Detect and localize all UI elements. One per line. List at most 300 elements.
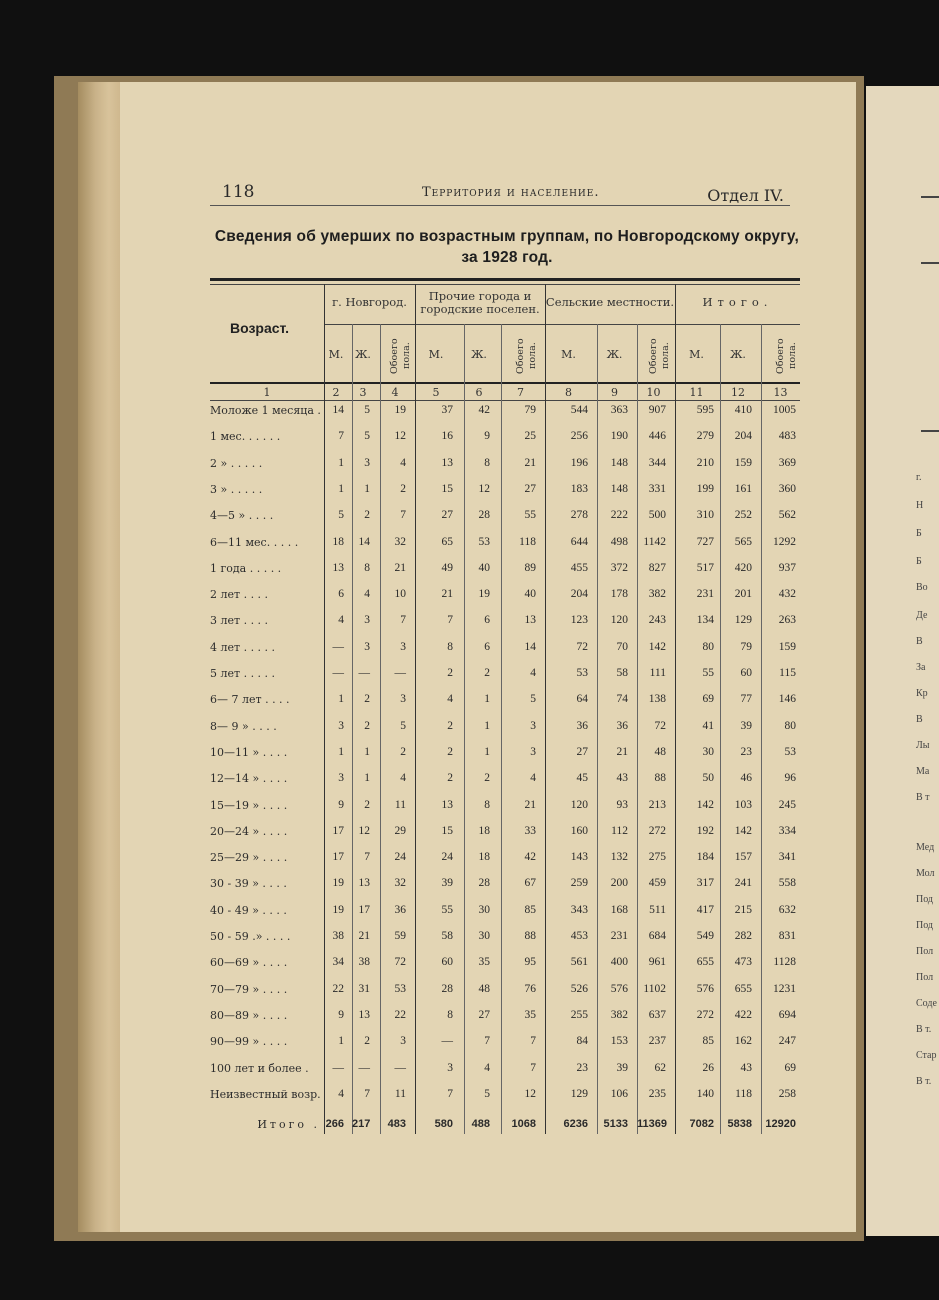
table-cell: —: [332, 640, 344, 653]
table-cell: 18: [478, 824, 490, 837]
age-label: 12—14 » . . . .: [210, 772, 288, 786]
table-cell: 17: [358, 903, 370, 916]
next-page-fragment: Пол: [916, 972, 934, 983]
table-cell: 23: [740, 745, 752, 758]
table-cell: 3: [400, 1035, 406, 1048]
group-header: Итого.: [702, 295, 773, 309]
next-page-rule: [921, 262, 939, 264]
next-page-fragment: Пол: [916, 946, 934, 957]
table-row: [210, 430, 800, 456]
table-cell: 3: [400, 693, 406, 706]
table-cell: 69: [702, 693, 714, 706]
table-cell: 517: [696, 561, 714, 574]
table-cell: 8: [484, 798, 490, 811]
table-row: [210, 825, 800, 851]
table-cell: 38: [332, 930, 344, 942]
table-cell: 1: [364, 772, 370, 785]
next-page-edge: [866, 86, 939, 1236]
total-cell: 5133: [603, 1118, 628, 1131]
table-cell: 80: [702, 640, 714, 653]
table-cell: 43: [616, 772, 628, 785]
table-cell: 7: [530, 1061, 536, 1074]
table-cell: 272: [696, 1008, 714, 1021]
table-cell: 17: [332, 824, 344, 837]
table-cell: 132: [610, 851, 628, 864]
table-row: [210, 614, 800, 640]
table-cell: 210: [696, 456, 714, 469]
table-cell: 1005: [773, 404, 796, 416]
table-cell: 4: [484, 1061, 490, 1074]
table-cell: 417: [696, 903, 714, 916]
next-page-fragment: Кр: [916, 688, 928, 699]
table-cell: 22: [332, 982, 344, 995]
table-cell: 655: [734, 982, 752, 995]
age-label: 8— 9 » . . . .: [210, 719, 277, 733]
table-cell: 2: [484, 667, 490, 679]
table-cell: 3: [364, 614, 370, 627]
table-cell: 237: [648, 1035, 666, 1048]
table-cell: 213: [648, 798, 666, 811]
next-page-fragment: В: [916, 714, 923, 725]
column-number: 13: [773, 386, 788, 399]
table-cell: 46: [740, 772, 752, 785]
table-cell: 5: [338, 509, 344, 522]
header-rule: [210, 205, 790, 206]
table-cell: 30: [478, 930, 490, 942]
age-label: 10—11 » . . . .: [210, 745, 288, 759]
table-cell: 7: [400, 614, 406, 627]
age-label: 4—5 » . . . .: [210, 509, 274, 523]
next-page-fragment: Лы: [916, 740, 930, 751]
table-cell: 129: [734, 614, 752, 627]
table-cell: 907: [648, 404, 666, 416]
table-cell: 235: [648, 1087, 666, 1100]
table-cell: 7: [484, 1035, 490, 1048]
table-cell: —: [394, 667, 406, 679]
table-cell: 961: [648, 956, 666, 969]
table-cell: 115: [779, 667, 796, 679]
table-cell: 93: [616, 798, 628, 811]
table-cell: 7: [447, 614, 453, 627]
table-cell: 1142: [643, 535, 666, 548]
table-cell: 259: [570, 877, 588, 890]
table-cell: 9: [338, 1008, 344, 1021]
table-cell: 118: [735, 1087, 752, 1100]
table-cell: 382: [648, 588, 666, 601]
age-label: 3 лет . . . .: [210, 614, 269, 628]
table-cell: 544: [570, 404, 588, 416]
table-cell: 13: [358, 877, 370, 890]
table-row: [210, 588, 800, 614]
table-cell: 5: [400, 719, 406, 732]
table-cell: 2: [400, 745, 406, 758]
table-title-line2: за 1928 год.: [461, 249, 553, 266]
table-cell: 13: [358, 1008, 370, 1021]
table-cell: 41: [702, 719, 714, 732]
table-cell: 4: [447, 693, 453, 706]
total-label: Итого .: [257, 1118, 320, 1132]
table-cell: 13: [332, 561, 344, 574]
column-number: 10: [646, 386, 661, 399]
table-cell: 118: [519, 535, 536, 548]
table-cell: 106: [610, 1087, 628, 1100]
column-number: 8: [565, 386, 572, 399]
colnum-bottom-line: [210, 400, 800, 401]
table-cell: 45: [576, 772, 588, 785]
table-cell: 142: [696, 798, 714, 811]
table-cell: 196: [570, 456, 588, 469]
table-cell: 4: [530, 772, 536, 785]
table-cell: 13: [441, 798, 453, 811]
sub-header-male: М.: [561, 348, 576, 361]
table-row: [210, 1035, 800, 1061]
age-label: 6— 7 лет . . . .: [210, 693, 290, 707]
table-cell: 21: [394, 561, 406, 574]
group-header: Сельские местности.: [545, 295, 675, 309]
table-cell: 215: [734, 903, 752, 916]
table-cell: 79: [740, 640, 752, 653]
table-cell: 637: [648, 1008, 666, 1021]
table-cell: 55: [441, 903, 453, 916]
table-cell: 498: [610, 535, 628, 548]
table-cell: 644: [570, 535, 588, 548]
column-number: 2: [332, 386, 340, 399]
table-cell: 310: [696, 509, 714, 522]
table-cell: 1: [338, 456, 344, 469]
section-label: Отдел IV.: [707, 186, 784, 205]
table-cell: 39: [441, 877, 453, 890]
sub-header-male: М.: [689, 348, 704, 361]
column-number: 7: [517, 386, 524, 399]
column-number: 9: [611, 386, 618, 399]
table-cell: 8: [447, 640, 453, 653]
table-cell: 2: [364, 693, 370, 706]
table-cell: 112: [611, 824, 628, 837]
table-cell: 26: [702, 1061, 714, 1074]
table-cell: 334: [778, 824, 796, 837]
age-label: 100 лет и более .: [210, 1061, 309, 1075]
table-cell: 263: [778, 614, 796, 627]
table-row: [210, 457, 800, 483]
table-cell: 157: [734, 851, 752, 864]
group-header: Прочие города и городские поселен.: [420, 289, 540, 316]
table-cell: 53: [478, 535, 490, 548]
next-page-fragment: г.: [916, 472, 922, 483]
table-cell: 72: [394, 956, 406, 969]
table-cell: —: [358, 1061, 370, 1074]
table-cell: 5: [364, 430, 370, 443]
table-cell: 12: [394, 430, 406, 443]
table-cell: 279: [696, 430, 714, 443]
table-cell: 34: [332, 956, 344, 969]
age-label: 50 - 59 .» . . . .: [210, 930, 291, 943]
table-cell: 331: [648, 482, 666, 495]
table-cell: 3: [400, 640, 406, 653]
table-cell: 33: [524, 824, 536, 837]
table-cell: 85: [702, 1035, 714, 1048]
next-page-fragment: Стар: [916, 1050, 937, 1061]
table-cell: 88: [654, 772, 666, 785]
table-cell: 38: [358, 956, 370, 969]
table-cell: 3: [338, 772, 344, 785]
age-label: 2 лет . . . .: [210, 588, 269, 602]
table-cell: 1: [338, 482, 344, 495]
column-number: 6: [475, 386, 483, 399]
table-cell: 55: [524, 509, 536, 522]
table-cell: 62: [654, 1061, 666, 1074]
table-cell: 4: [530, 667, 536, 679]
table-cell: 103: [734, 798, 752, 811]
table-cell: 138: [648, 693, 666, 706]
table-cell: 183: [570, 482, 588, 495]
table-cell: 400: [610, 956, 628, 969]
next-page-fragment: Н: [916, 500, 924, 511]
next-page-fragment: В т.: [916, 1024, 932, 1035]
table-cell: 11: [394, 798, 406, 811]
table-cell: —: [332, 667, 344, 679]
table-cell: 9: [338, 798, 344, 811]
table-cell: 36: [616, 719, 628, 732]
table-cell: 1: [338, 1035, 344, 1048]
table-cell: 1: [364, 482, 370, 495]
table-cell: 7: [364, 851, 370, 864]
table-cell: 42: [524, 851, 536, 864]
table-cell: 9: [484, 430, 490, 443]
table-title: [212, 226, 802, 268]
table-cell: 25: [524, 430, 536, 443]
table-cell: 168: [610, 903, 628, 916]
table-cell: 42: [478, 404, 490, 416]
sub-header-female: Ж.: [471, 348, 487, 361]
table-cell: 19: [478, 588, 490, 601]
table-cell: 18: [332, 535, 344, 548]
table-cell: 14: [524, 640, 536, 653]
age-label: 90—99 » . . . .: [210, 1035, 288, 1049]
table-cell: 40: [478, 561, 490, 574]
table-cell: 88: [524, 930, 536, 942]
total-cell: 483: [387, 1118, 406, 1131]
table-cell: 58: [616, 667, 628, 679]
table-row: [210, 956, 800, 982]
sub-header-female: Ж.: [606, 348, 623, 361]
table-cell: 148: [610, 456, 628, 469]
age-label: 40 - 49 » . . . .: [210, 903, 287, 917]
table-cell: 43: [740, 1061, 752, 1074]
table-cell: 2: [447, 745, 453, 758]
age-label: 70—79 » . . . .: [210, 982, 288, 996]
table-cell: 32: [394, 877, 406, 890]
table-cell: 76: [524, 982, 536, 995]
table-cell: 15: [441, 824, 453, 837]
table-cell: 80: [784, 719, 796, 732]
table-cell: 161: [734, 482, 752, 495]
table-row: [210, 536, 800, 562]
table-cell: 727: [696, 535, 714, 548]
table-cell: 49: [441, 561, 453, 574]
table-cell: 204: [734, 430, 752, 443]
next-page-fragment: Соде: [916, 998, 937, 1009]
table-cell: 4: [338, 1087, 344, 1100]
total-cell: 266: [325, 1118, 344, 1131]
total-cell: 11369: [637, 1118, 667, 1131]
table-cell: 21: [441, 588, 453, 601]
running-head: [222, 182, 790, 206]
total-cell: 6236: [563, 1118, 588, 1131]
table-cell: 2: [400, 482, 406, 495]
total-cell: 5838: [727, 1118, 752, 1131]
table-cell: 14: [358, 535, 370, 548]
table-cell: —: [332, 1061, 344, 1074]
age-label: 25—29 » . . . .: [210, 851, 288, 865]
table-row: [210, 562, 800, 588]
table-cell: 24: [441, 851, 453, 864]
table-cell: 142: [734, 824, 752, 837]
table-cell: 3: [338, 719, 344, 732]
table-cell: 64: [576, 693, 588, 706]
table-cell: 1: [484, 745, 490, 758]
table-cell: 8: [484, 456, 490, 469]
column-number: 1: [263, 386, 271, 399]
table-cell: 282: [734, 930, 752, 942]
group-divider-line: [324, 324, 800, 325]
table-cell: 72: [654, 719, 666, 732]
table-row: [210, 720, 800, 746]
table-cell: 159: [778, 640, 796, 653]
table-cell: 153: [610, 1035, 628, 1048]
next-page-fragment: Ма: [916, 766, 930, 777]
table-cell: 410: [734, 404, 752, 416]
table-cell: 18: [478, 851, 490, 864]
table-cell: 1292: [773, 535, 796, 548]
table-cell: 231: [696, 588, 714, 601]
table-cell: 159: [734, 456, 752, 469]
age-label: 4 лет . . . . .: [210, 640, 276, 654]
table-cell: 199: [696, 482, 714, 495]
table-cell: 60: [740, 667, 752, 679]
table-cell: 200: [610, 877, 628, 890]
table-cell: 39: [740, 719, 752, 732]
table-cell: 432: [778, 588, 796, 601]
next-page-fragment: Во: [916, 582, 928, 593]
sub-header-male: М.: [328, 348, 344, 361]
table-cell: 5: [484, 1087, 490, 1100]
table-cell: 14: [332, 404, 344, 416]
total-cell: 12920: [765, 1118, 796, 1131]
table-cell: 343: [570, 903, 588, 916]
table-cell: 549: [696, 930, 714, 942]
age-label: 2 » . . . . .: [210, 456, 263, 470]
table-cell: 446: [648, 430, 666, 443]
table-cell: 85: [524, 903, 536, 916]
age-label: Моложе 1 месяца .: [210, 404, 321, 417]
table-cell: 360: [778, 482, 796, 495]
next-page-fragment: За: [916, 662, 926, 673]
table-row: [210, 1009, 800, 1035]
table-cell: 247: [778, 1035, 796, 1048]
table-cell: 28: [478, 877, 490, 890]
table-cell: 5: [530, 693, 536, 706]
sub-header-female: Ж.: [355, 348, 371, 361]
column-number: 12: [731, 386, 745, 399]
table-cell: 67: [524, 877, 536, 890]
table-cell: 6: [484, 614, 490, 627]
table-cell: 19: [332, 903, 344, 916]
table-cell: 21: [358, 930, 370, 942]
next-page-fragment: В: [916, 636, 923, 647]
table-cell: 2: [364, 1035, 370, 1048]
column-number: 11: [689, 386, 704, 399]
table-cell: 184: [696, 851, 714, 864]
table-cell: 140: [696, 1087, 714, 1100]
table-cell: 16: [441, 430, 453, 443]
table-cell: 1: [484, 693, 490, 706]
table-cell: 1128: [773, 956, 796, 969]
table-cell: 7: [447, 1087, 453, 1100]
table-cell: 565: [734, 535, 752, 548]
table-cell: 1: [338, 693, 344, 706]
table-cell: 1: [364, 745, 370, 758]
table-row: [210, 404, 800, 430]
table-cell: 35: [478, 956, 490, 969]
table-row: [210, 799, 800, 825]
age-label: 80—89 » . . . .: [210, 1008, 288, 1022]
table-cell: 27: [524, 482, 536, 495]
table-cell: 831: [778, 930, 796, 942]
table-cell: 58: [441, 930, 453, 942]
table-cell: 111: [649, 667, 666, 679]
table-cell: 96: [784, 772, 796, 785]
table-row: [210, 693, 800, 719]
age-label: 1 мес. . . . . .: [210, 430, 281, 444]
table-cell: 36: [576, 719, 588, 732]
total-cell: 488: [471, 1118, 490, 1131]
next-page-fragment: Де: [916, 610, 928, 621]
table-cell: 576: [610, 982, 628, 995]
table-cell: 30: [478, 903, 490, 916]
table-row: [210, 877, 800, 903]
table-cell: 143: [570, 851, 588, 864]
table-row: [210, 930, 800, 956]
header-bottom-line: [210, 382, 800, 384]
table-cell: 160: [570, 824, 588, 837]
table-cell: 69: [784, 1061, 796, 1074]
table-cell: 278: [570, 509, 588, 522]
table-row: [210, 509, 800, 535]
table-cell: 190: [610, 430, 628, 443]
table-cell: 48: [654, 745, 666, 758]
table-row: [210, 772, 800, 798]
table-cell: 595: [696, 404, 714, 416]
table-cell: 2: [447, 719, 453, 732]
table-cell: 344: [648, 456, 666, 469]
table-cell: 53: [784, 745, 796, 758]
table-cell: 558: [778, 877, 796, 890]
next-page-rule: [921, 196, 939, 198]
table-cell: 32: [394, 535, 406, 548]
table-cell: 3: [364, 456, 370, 469]
table-cell: 245: [778, 798, 796, 811]
age-label: 1 года . . . . .: [210, 561, 282, 575]
table-cell: 59: [394, 930, 406, 942]
table-cell: 241: [734, 877, 752, 890]
age-header: Возраст.: [230, 320, 290, 336]
table-cell: 39: [616, 1061, 628, 1074]
table-cell: 19: [394, 404, 406, 416]
table-cell: 36: [394, 903, 406, 916]
next-page-rule: [921, 430, 939, 432]
table-cell: 4: [400, 456, 406, 469]
table-cell: 4: [364, 588, 370, 601]
